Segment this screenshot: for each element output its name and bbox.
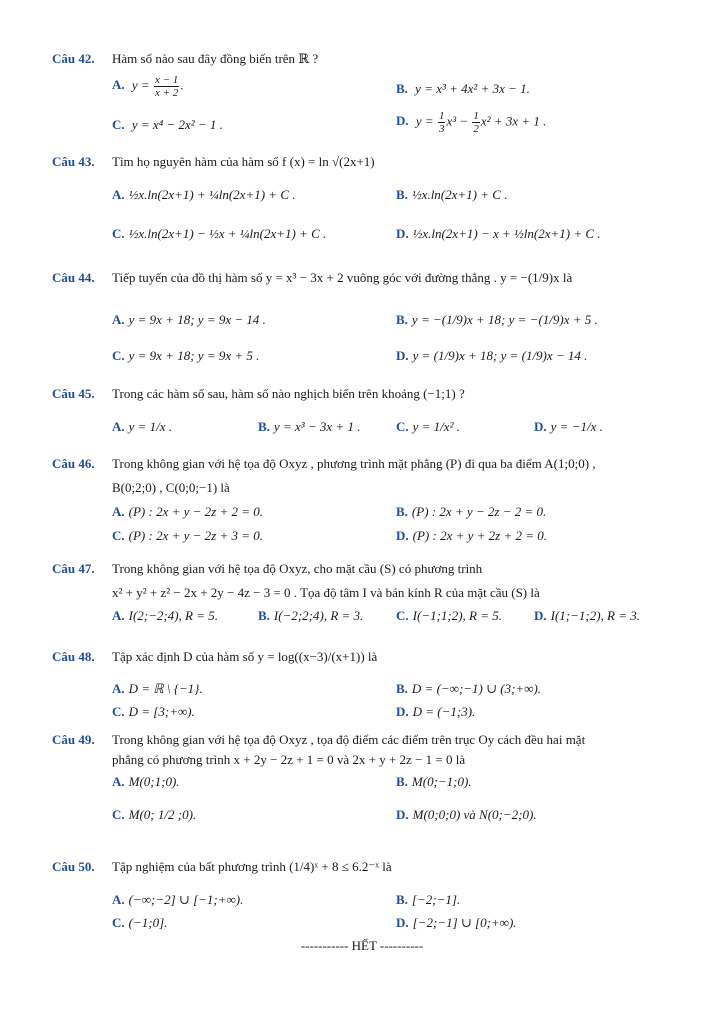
question-text-line-2: B(0;2;0) , C(0;0;−1) là [112,480,230,495]
question-text: Tìm họ nguyên hàm của hàm số f (x) = ln √(2x+1) [112,154,375,169]
question-48 [52,648,672,666]
option-d: D. ½x.ln(2x+1) − x + ½ln(2x+1) + C . [396,226,601,241]
option-a: A. (P) : 2x + y − 2z + 2 = 0. [112,504,264,519]
option-b: B. M(0;−1;0). [396,774,472,789]
option-c: C. y = 9x + 18; y = 9x + 5 . [112,348,260,363]
option-c: C. (−1;0]. [112,915,168,930]
question-number: Câu 46. [52,456,95,471]
question-49 [52,731,672,769]
option-c: C. M(0; 1/2 ;0). [112,807,197,822]
option-b: B. y = −(1/9)x + 18; y = −(1/9)x + 5 . [396,312,598,327]
option-d: D. D = (−1;3). [396,704,476,719]
option-a: A. y = $\frac{x - 1}{x + 2}$ . [112,74,184,99]
question-42 [52,50,672,68]
question-number: Câu 45. [52,386,95,401]
question-47 [52,560,672,602]
question-number: Câu 43. [52,154,95,169]
option-b: B. y = x³ + 4x² + 3x − 1. [396,81,530,96]
option-a: A. ½x.ln(2x+1) + ¼ln(2x+1) + C . [112,187,296,202]
option-a: A. (−∞;−2] ∪ [−1;+∞). [112,892,244,907]
question-number: Câu 49. [52,732,95,747]
option-d: D. (P) : 2x + y + 2z + 2 = 0. [396,528,548,543]
question-text: Tập xác định D của hàm số y = log((x−3)/(x+1)) là [112,649,378,664]
question-45 [52,385,672,403]
option-a: A. I(2;−2;4), R = 5. [112,608,219,623]
question-number: Câu 48. [52,649,95,664]
option-b: B. I(−2;2;4), R = 3. [258,608,364,623]
option-c: C. I(−1;1;2), R = 5. [396,608,503,623]
option-b: B. y = x³ − 3x + 1 . [258,419,361,434]
option-a: A. y = 9x + 18; y = 9x − 14 . [112,312,266,327]
option-c: C. (P) : 2x + y − 2z + 3 = 0. [112,528,264,543]
question-text: Trong không gian với hệ tọa độ Oxyz , phương trình mặt phẳng (P) đi qua ba điểm A(1;0;0) , [112,456,596,471]
option-d: D. y = (1/9)x + 18; y = (1/9)x − 14 . [396,348,588,363]
question-text: Trong không gian với hệ tọa độ Oxyz , tọa độ điểm các điểm trên trục Oy cách đều hai mặt [112,732,586,747]
option-b: B. (P) : 2x + y − 2z − 2 = 0. [396,504,547,519]
option-b: B. ½x.ln(2x+1) + C . [396,187,508,202]
question-text: Tập nghiệm của bất phương trình (1/4)ˣ + 8 ≤ 6.2⁻ˣ là [112,859,392,874]
end-marker: ----------- HẾT ---------- [300,938,424,953]
question-text-line-2: phẳng có phương trình x + 2y − 2z + 1 = 0 và 2x + y + 2z − 1 = 0 là [112,752,466,767]
option-a: A. M(0;1;0). [112,774,180,789]
option-c: C. D = [3;+∞). [112,704,195,719]
question-text: Tiếp tuyến của đồ thị hàm số y = x³ − 3x + 2 vuông góc với đường thẳng . y = −(1/9)x là [112,270,573,285]
option-d: D. I(1;−1;2), R = 3. [534,608,641,623]
question-46 [52,455,672,497]
option-a: A. D = ℝ \ {−1}. [112,681,203,696]
fraction: $\frac{1}{2}$ [473,110,479,135]
question-number: Câu 47. [52,561,95,576]
option-b: B. D = (−∞;−1) ∪ (3;+∞). [396,681,542,696]
option-b: B. [−2;−1]. [396,892,461,907]
question-50 [52,858,672,876]
option-d: D. y = −1/x . [534,419,603,434]
question-text: Trong các hàm số sau, hàm số nào nghịch biến trên khoảng (−1;1) ? [112,386,465,401]
fraction: $\frac{1}{3}$ [438,110,445,135]
option-c: C. ½x.ln(2x+1) − ½x + ¼ln(2x+1) + C . [112,226,327,241]
option-d: D. y = $\frac{1}{3}$ x³ − $\frac{1}{2}$ x² + 3x + 1 . [396,110,547,135]
question-number: Câu 42. [52,51,95,66]
option-d: D. [−2;−1] ∪ [0;+∞). [396,915,517,930]
option-c: C. y = 1/x² . [396,419,460,434]
option-a: A. y = 1/x . [112,419,173,434]
option-c: C. y = x⁴ − 2x² − 1 . [112,117,223,132]
question-text-line-2: x² + y² + z² − 2x + 2y − 4z − 3 = 0 . Tọa độ tâm I và bán kính R của mặt cầu (S) là [112,585,540,600]
fraction: $\frac{x - 1}{x + 2}$ [154,74,179,99]
option-d: D. M(0;0;0) và N(0;−2;0). [396,807,537,822]
question-text: Trong không gian với hệ tọa độ Oxyz, cho mặt cầu (S) có phương trình [112,561,483,576]
question-number: Câu 44. [52,270,95,285]
question-text: Hàm số nào sau đây đồng biến trên ℝ ? [112,51,319,66]
question-44 [52,269,672,287]
question-43 [52,153,672,171]
question-number: Câu 50. [52,859,95,874]
